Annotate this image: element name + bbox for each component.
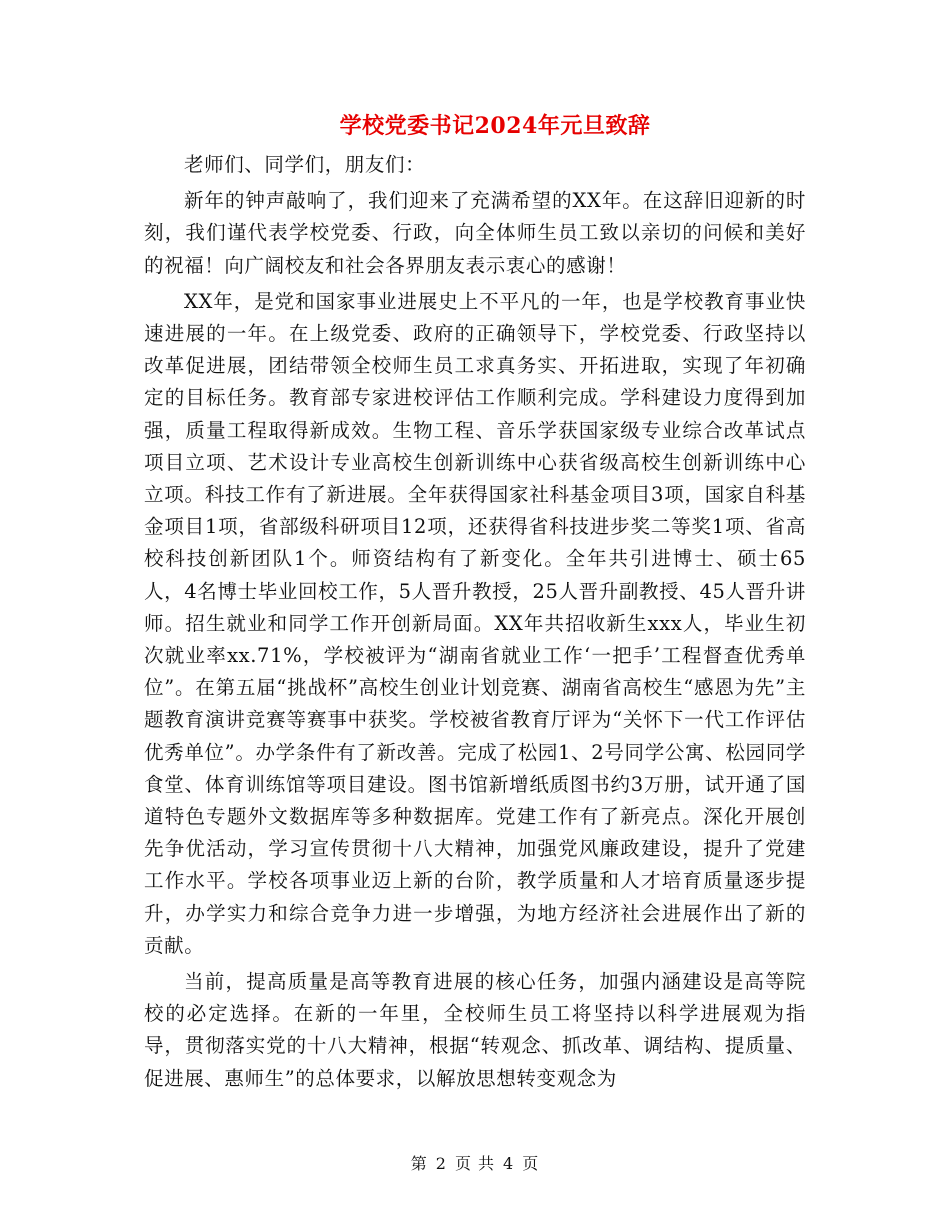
greeting-paragraph: 老师们、同学们，朋友们：	[184, 153, 426, 176]
footer-prefix: 第	[410, 1154, 428, 1173]
footer-middle: 页 共	[454, 1154, 496, 1173]
outlook-paragraph: 当前，提高质量是高等教育进展的核心任务，加强内涵建设是高等院校的必定选择。在新的一年里，全校师生员工将坚持以科学进展观为指导，贯彻落实党的十八大精神，根据“转观念、抓改革、调结构、提质量、促进展、惠师生”的总体要求，以解放思想转变观念为	[144, 970, 806, 1090]
current-page-number: 2	[435, 1154, 447, 1173]
review-paragraph: XX年，是党和国家事业进展史上不平凡的一年，也是学校教育事业快速进展的一年。在上级党委、政府的正确领导下，学校党委、行政坚持以改革促进展，团结带领全校师生员工求真务实、开拓进取，实现了年初确定的目标任务。教育部专家进校评估工作顺利完成。学科建设力度得到加强，质量工程取得新成效。生物工程、音乐学获国家级专业综合改革试点项目立项、艺术设计专业高校生创新训练中心获省级高校生创新训练中心立项。科技工作有了新进展。全年获得国家社科基金项目3项，国家自科基金项目1项，省部级科研项目12项，还获得省科技进步奖二等奖1项、省高校科技创新团队1个。师资结构有了新变化。全年共引进博士、硕士65人，4名博士毕业回校工作，5人晋升教授，25人晋升副教授、45人晋升讲师。招生就业和同学工作开创新局面。XX年共招收新生xxx人，毕业生初次就业率xx.71%，学校被评为“湖南省就业工作‘一把手’工程督查优秀单位”。在第五届“挑战杯”高校生创业计划竞赛、湖南省高校生“感恩为先”主题教育演讲竞赛等赛事中获奖。学校被省教育厅评为“关怀下一代工作评估优秀单位”。办学条件有了新改善。完成了松园1、2号同学公寓、松园同学食堂、体育训练馆等项目建设。图书馆新增纸质图书约3万册，试开通了国道特色专题外文数据库等多种数据库。党建工作有了新亮点。深化开展创先争优活动，学习宣传贯彻十八大精神，加强党风廉政建设，提升了党建工作水平。学校各项事业迈上新的台阶，教学质量和人才培育质量逐步提升，办学实力和综合竞争力进一步增强，为地方经济社会进展作出了新的贡献。	[144, 289, 806, 957]
document-title: 学校党委书记2024年元旦致辞	[339, 113, 651, 139]
new-year-paragraph: 新年的钟声敲响了，我们迎来了充满希望的XX年。在这辞旧迎新的时刻，我们谨代表学校党委、行政，向全体师生员工致以亲切的问候和美好的祝福！向广阔校友和社会各界朋友表示衷心的感谢！	[144, 189, 806, 277]
total-page-number: 4	[503, 1154, 515, 1173]
document-body	[144, 149, 806, 1095]
page-footer	[0, 1152, 950, 1176]
footer-suffix: 页	[522, 1154, 540, 1173]
